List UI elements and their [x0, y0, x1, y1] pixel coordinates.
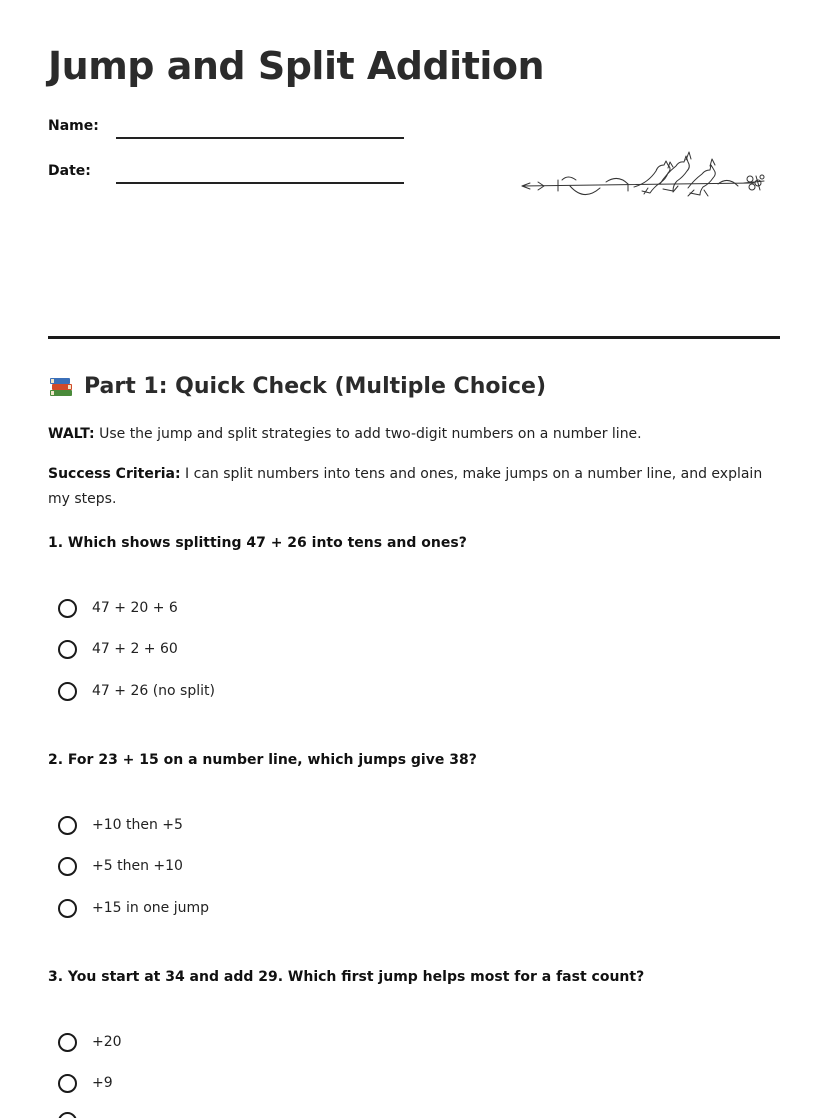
date-field-row [48, 163, 408, 189]
part1-title: Part 1: Quick Check (Multiple Choice) [84, 374, 547, 399]
option-label: +9 [92, 1075, 113, 1091]
walt-text: Use the jump and split strategies to add two-digit numbers on a number line. [94, 426, 642, 442]
q2-option-2[interactable] [58, 853, 183, 879]
date-label: Date: [48, 163, 91, 179]
question-1: 1. Which shows splitting 47 + 26 into tens and ones? [48, 535, 467, 551]
books-icon [48, 375, 74, 399]
q1-option-1[interactable] [58, 595, 178, 621]
date-input-line[interactable] [116, 182, 404, 184]
option-label: +5 then +10 [92, 858, 183, 874]
question-3: 3. You start at 34 and add 29. Which first jump helps most for a fast count? [48, 969, 645, 985]
radio-button[interactable] [58, 1112, 77, 1118]
radio-button[interactable] [58, 1074, 77, 1093]
option-label: +20 [92, 1034, 122, 1050]
radio-button[interactable] [58, 599, 77, 618]
option-label: 47 + 2 + 60 [92, 641, 178, 657]
option-label: +10 then +5 [92, 817, 183, 833]
radio-button[interactable] [58, 640, 77, 659]
q2-option-1[interactable] [58, 812, 183, 838]
option-label: +15 in one jump [92, 900, 209, 916]
walt-label: WALT: [48, 426, 95, 442]
name-input-line[interactable] [116, 137, 404, 139]
question-2: 2. For 23 + 15 on a number line, which jumps give 38? [48, 752, 477, 768]
radio-button[interactable] [58, 682, 77, 701]
q3-option-1[interactable] [58, 1029, 122, 1055]
success-criteria-text: I can split numbers into tens and ones, make jumps on a number line, and explain my steps. [48, 466, 763, 507]
success-criteria-label: Success Criteria: [48, 466, 181, 482]
part1-heading [48, 374, 546, 399]
kangaroo-jump-illustration [518, 146, 770, 198]
option-label: 47 + 20 + 6 [92, 600, 178, 616]
section-divider [48, 336, 780, 339]
q3-option-2[interactable] [58, 1070, 113, 1096]
name-field-row [48, 118, 408, 144]
radio-button[interactable] [58, 857, 77, 876]
q1-option-3[interactable] [58, 678, 215, 704]
q2-option-3[interactable] [58, 895, 209, 921]
success-criteria-paragraph [48, 462, 778, 512]
walt-paragraph [48, 422, 778, 447]
name-label: Name: [48, 118, 99, 134]
page-title: Jump and Split Addition [48, 44, 545, 88]
q1-option-2[interactable] [58, 636, 178, 662]
option-label: 47 + 26 (no split) [92, 683, 215, 699]
radio-button[interactable] [58, 899, 77, 918]
q3-option-3[interactable] [58, 1108, 92, 1118]
radio-button[interactable] [58, 816, 77, 835]
radio-button[interactable] [58, 1033, 77, 1052]
